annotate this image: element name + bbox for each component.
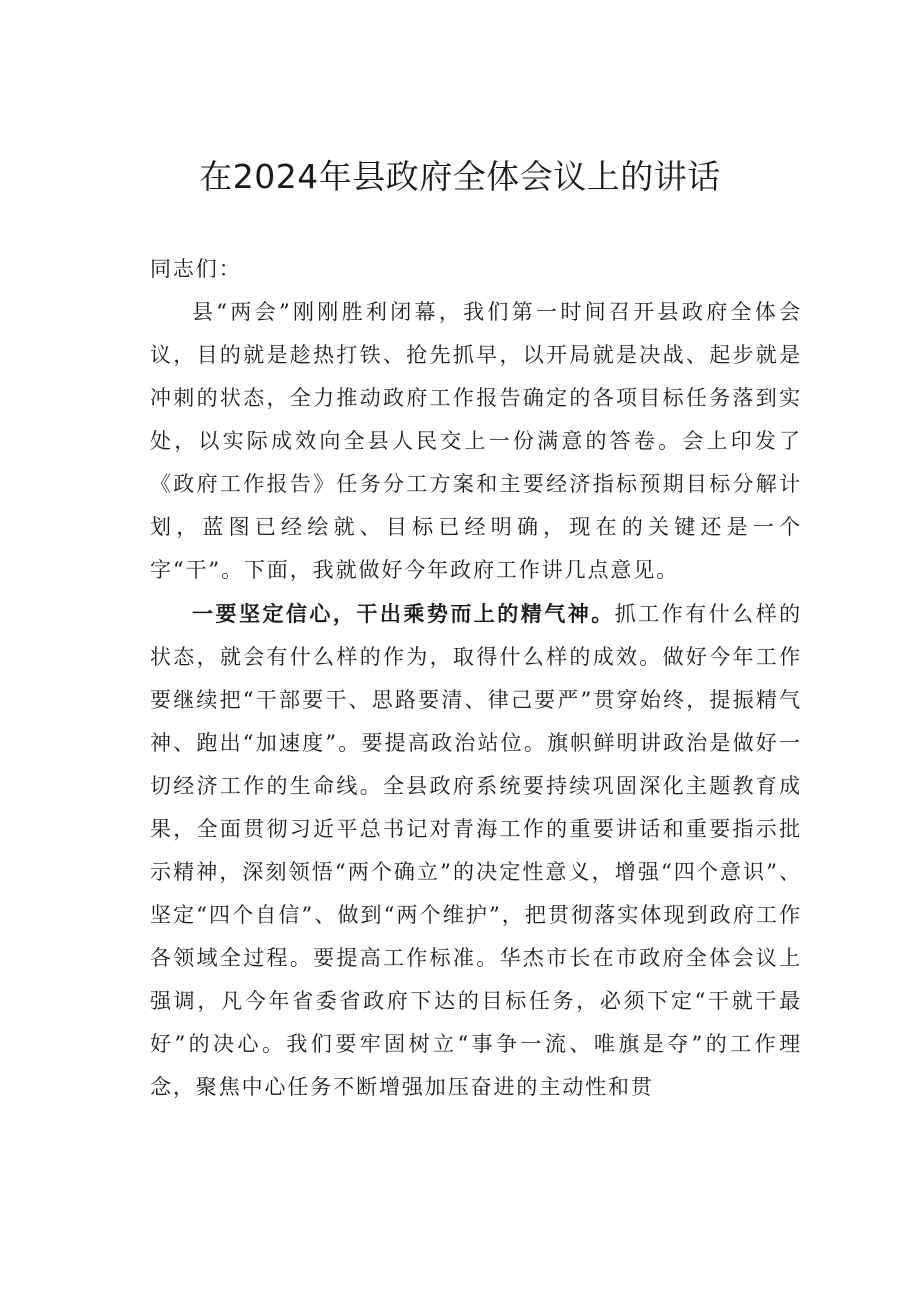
document-body [150, 248, 802, 1109]
document-title: 在2024年县政府全体会议上的讲话 [199, 157, 721, 196]
paragraph-point-one-heading: 一要坚定信心，干出乘势而上的精气神。 [192, 601, 615, 626]
paragraph-point-one-text: 抓工作有什么样的状态，就会有什么样的作为，取得什么样的成效。做好今年工作要继续把“干部要干、思路要清、律己要严”贯穿始终，提振精气神、跑出“加速度”。要提高政治站位。旗帜鲜明讲政治是做好一切经济工作的生命线。全县政府系统要持续巩固深化主题教育成果，全面贯彻习近平总书记对青海工作的重要讲话和重要指示批示精神，深刻领悟“两个确立”的决定性意义，增强“四个意识”、坚定“四个自信”、做到“两个维护”，把贯彻落实体现到政府工作各领域全过程。要提高工作标准。华杰市长在市政府全体会议上强调，凡今年省委省政府下达的目标任务，必须下定“干就干最好”的决心。我们要牢固树立“事争一流、唯旗是夺”的工作理念，聚焦中心任务不断增强加压奋进的主动性和贯 [150, 602, 803, 1099]
paragraph-opening-text: 县“两会”刚刚胜利闭幕，我们第一时间召开县政府全体会议，目的就是趁热打铁、抢先抓早，以开局就是决战、起步就是冲刺的状态，全力推动政府工作报告确定的各项目标任务落到实处，以实际成效向全县人民交上一份满意的答卷。会上印发了《政府工作报告》任务分工方案和主要经济指标预期目标分解计划，蓝图已经绘就、目标已经明确，现在的关键还是一个字“干”。下面，我就做好今年政府工作讲几点意见。 [150, 300, 802, 582]
salutation: 同志们： [150, 257, 242, 281]
paragraph-opening [150, 291, 802, 592]
paragraph-point-one [150, 592, 802, 1109]
